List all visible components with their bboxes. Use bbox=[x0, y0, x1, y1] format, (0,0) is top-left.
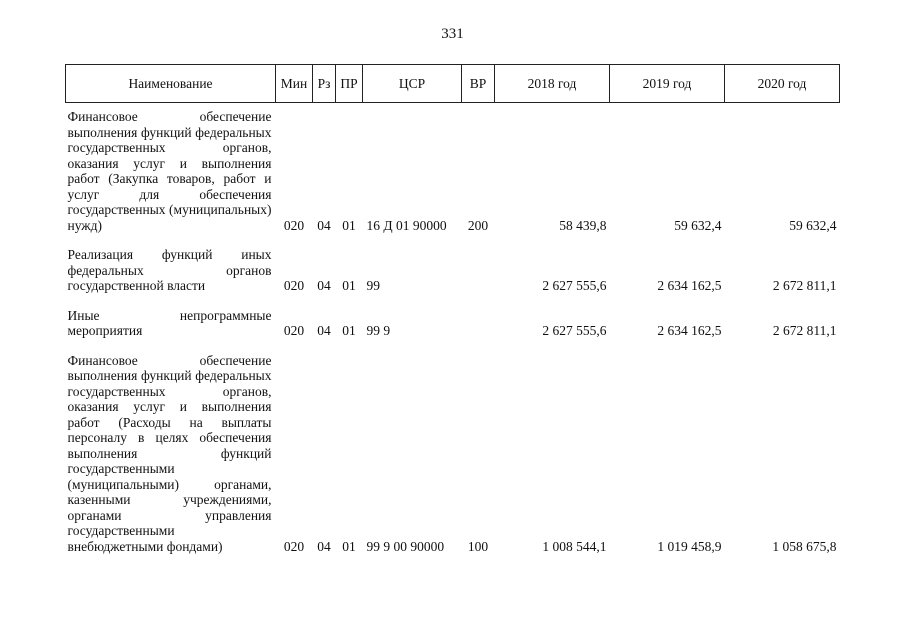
row-rz: 04 bbox=[317, 323, 331, 339]
row-2020: 2 672 811,1 bbox=[772, 278, 837, 294]
row-csr: 99 bbox=[366, 278, 380, 294]
row-2019: 59 632,4 bbox=[674, 217, 722, 233]
header-min: Мин bbox=[276, 65, 313, 103]
table-header-row bbox=[66, 65, 840, 103]
row-name: Финансовое обеспечение выполнения функций федеральных государственных органов, оказания услуг и выполнения работ (Расходы на выплаты персоналу в целях обеспечения выполнения функций государственными (муниципальными) органами, казенными учреждениями, органами управления государственными внебюджетными фондами) bbox=[67, 352, 272, 554]
row-min: 020 bbox=[283, 538, 305, 554]
page-number: 331 bbox=[441, 26, 464, 42]
row-spacer bbox=[66, 294, 840, 308]
row-vr bbox=[462, 247, 495, 294]
row-pr: 01 bbox=[342, 538, 356, 554]
table-row bbox=[66, 109, 840, 233]
row-rz: 04 bbox=[317, 278, 331, 294]
row-vr: 100 bbox=[467, 538, 489, 554]
row-2019: 2 634 162,5 bbox=[657, 278, 722, 294]
row-rz: 04 bbox=[317, 217, 331, 233]
table-row bbox=[66, 353, 840, 555]
row-csr: 99 9 00 90000 bbox=[366, 538, 445, 554]
header-rz: Рз bbox=[313, 65, 336, 103]
row-spacer bbox=[66, 339, 840, 353]
header-vr: ВР bbox=[462, 65, 495, 103]
row-vr: 200 bbox=[467, 217, 489, 233]
header-2018: 2018 год bbox=[495, 65, 610, 103]
row-pr: 01 bbox=[342, 323, 356, 339]
row-2020: 2 672 811,1 bbox=[772, 323, 837, 339]
row-2018: 58 439,8 bbox=[559, 217, 607, 233]
header-2020: 2020 год bbox=[725, 65, 840, 103]
row-name: Иные непрограммные мероприятия bbox=[67, 307, 272, 339]
row-csr: 99 9 bbox=[366, 323, 391, 339]
header-name: Наименование bbox=[66, 65, 276, 103]
row-csr: 16 Д 01 90000 bbox=[366, 217, 447, 233]
budget-table bbox=[65, 64, 840, 554]
row-min: 020 bbox=[283, 323, 305, 339]
row-rz: 04 bbox=[317, 538, 331, 554]
row-spacer bbox=[66, 233, 840, 247]
header-pr: ПР bbox=[336, 65, 363, 103]
table-row bbox=[66, 308, 840, 339]
row-2020: 59 632,4 bbox=[789, 217, 837, 233]
row-vr bbox=[462, 308, 495, 339]
row-2018: 2 627 555,6 bbox=[542, 323, 607, 339]
row-2018: 1 008 544,1 bbox=[542, 538, 607, 554]
row-min: 020 bbox=[283, 278, 305, 294]
row-pr: 01 bbox=[342, 278, 356, 294]
row-name: Финансовое обеспечение выполнения функций федеральных государственных органов, оказания услуг и выполнения работ (Закупка товаров, работ и услуг для обеспечения государственных (муниципальных) нужд) bbox=[67, 109, 272, 233]
row-2019: 1 019 458,9 bbox=[657, 538, 722, 554]
table-row bbox=[66, 247, 840, 294]
header-2019: 2019 год bbox=[610, 65, 725, 103]
row-min: 020 bbox=[283, 217, 305, 233]
header-csr: ЦСР bbox=[363, 65, 462, 103]
row-2019: 2 634 162,5 bbox=[657, 323, 722, 339]
row-pr: 01 bbox=[342, 217, 356, 233]
row-2018: 2 627 555,6 bbox=[542, 278, 607, 294]
row-name: Реализация функций иных федеральных органов государственной власти bbox=[67, 247, 272, 294]
row-2020: 1 058 675,8 bbox=[772, 538, 837, 554]
